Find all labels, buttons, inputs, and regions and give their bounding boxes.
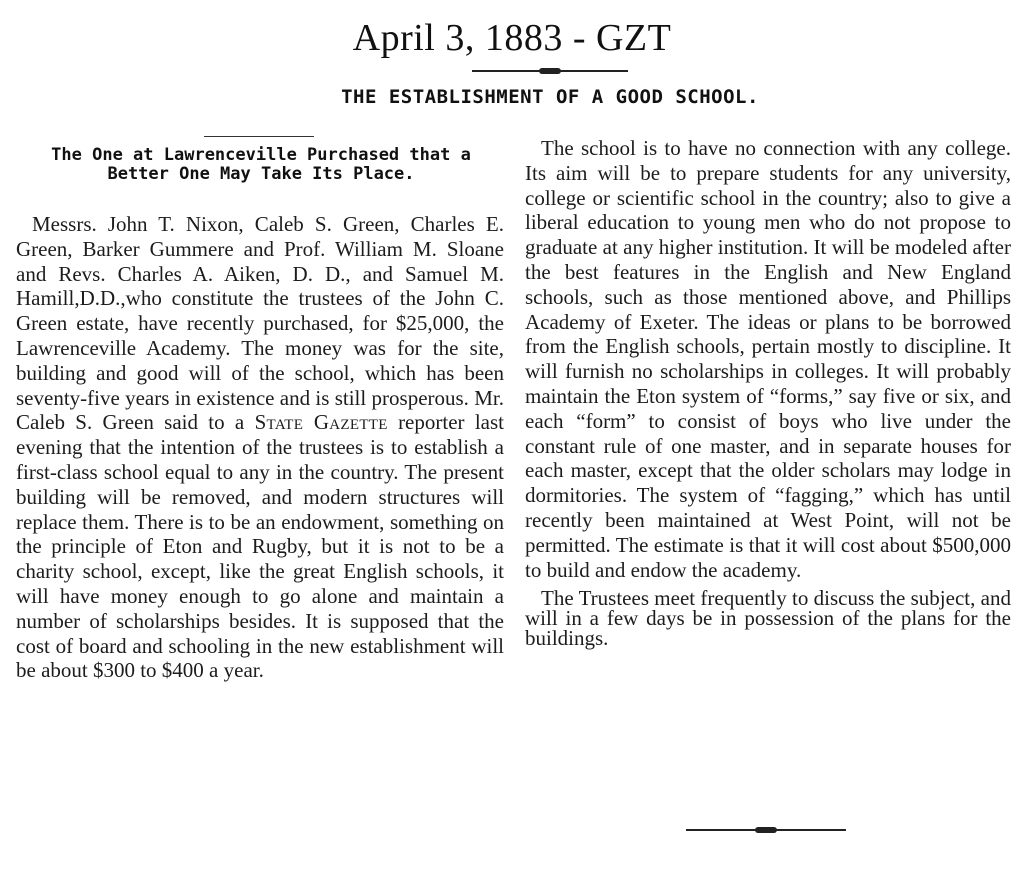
dateline: April 3, 1883 - GZT [352,17,672,59]
article-right-column [525,136,1011,651]
newspaper-name: State Gazette [254,410,388,435]
article-paragraph-closing: The Trustees meet frequently to discuss the subject, and will in a few days be in possession of the plans for the buildings. [525,586,1011,651]
article-paragraph: Messrs. John T. Nixon, Caleb S. Green, Charles E. Green, Barker Gummere and Prof. William M. Sloane and Revs. Charles A. Aiken, D. D., and Samuel M. Hamill,D.D.,who constitute the trustees of the John C. Green estate, have recently purchased, for $25,000, the Lawrenceville Academy. The money was for the site, building and good will of the school, which has been seventy-five years in existence and is still prosperous. Mr. Caleb S. Green said to a State Gazette reporter last evening that the intention of the trustees is to establish a first-class school equal to any in the country. The present building will be removed, and modern structures will replace them. There is to be an endowment, something on the principle of Eton and Rugby, but it is not to be a charity school, except, like the great English schools, it will have money enough to go alone and maintain a number of scholarships besides. It is supposed that the cost of board and schooling in the new establishment will be about $300 to $400 a year. [16,212,504,683]
divider-rule [204,136,314,137]
article-left-column [16,212,504,683]
article-paragraph: The school is to have no connection with any college. Its aim will be to prepare students for any university, college or scientific school in the country; also to give a liberal education to young men who do not propose to graduate at any higher institution. It will be modeled after the best features in the English and New England schools, such as those mentioned above, and Phillips Academy of Exeter. The ideas or plans to be borrowed from the English schools, pertain mostly to discipline. It will furnish no scholarships in colleges. It will probably maintain the Eton system of “forms,” say five or six, and each “form” to consist of boys who live under the constant rule of one master, and in separate houses for each master, except that the older scholars may lodge in dormitories. The system of “fagging,” which has until recently been maintained at West Point, will not be permitted. The estimate is that it will cost about $500,000 to build and endow the academy. [525,136,1011,582]
headline: THE ESTABLISHMENT OF A GOOD SCHOOL. [341,86,759,108]
subheadline: The One at Lawrenceville Purchased that a Better One May Take Its Place. [51,145,471,184]
